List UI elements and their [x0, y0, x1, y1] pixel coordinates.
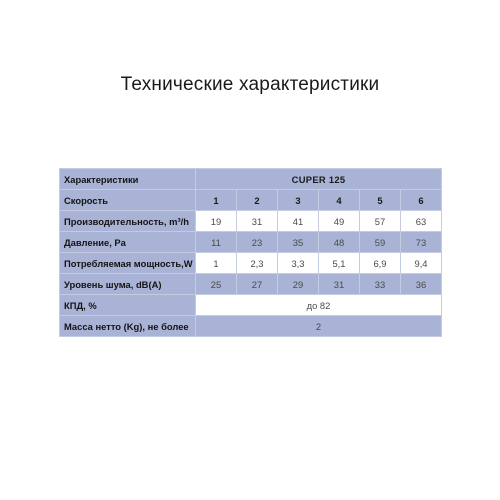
table-cell: 63: [401, 211, 442, 232]
noise-row: [60, 274, 442, 295]
table-cell: 23: [237, 232, 278, 253]
table-cell: 6,9: [360, 253, 401, 274]
table-header-row: [60, 169, 442, 190]
efficiency-row: [60, 295, 442, 316]
speed-row: [60, 190, 442, 211]
spec-table: [59, 168, 442, 337]
row-label: Производительность, m³/h: [60, 211, 196, 232]
row-label: КПД, %: [60, 295, 196, 316]
row-label: Потребляемая мощность,W: [60, 253, 196, 274]
table-cell: 41: [278, 211, 319, 232]
speed-value: 4: [319, 190, 360, 211]
row-label: Масса нетто (Kg), не более: [60, 316, 196, 337]
header-label: Характеристики: [60, 169, 196, 190]
table-cell: 33: [360, 274, 401, 295]
speed-value: 3: [278, 190, 319, 211]
table-cell: 25: [196, 274, 237, 295]
pressure-row: [60, 232, 442, 253]
table-cell: 19: [196, 211, 237, 232]
table-cell: 49: [319, 211, 360, 232]
table-cell: 73: [401, 232, 442, 253]
table-cell: 57: [360, 211, 401, 232]
table-cell: 11: [196, 232, 237, 253]
table-cell: 5,1: [319, 253, 360, 274]
table-cell: 2,3: [237, 253, 278, 274]
speed-value: 2: [237, 190, 278, 211]
row-label: Уровень шума, dB(A): [60, 274, 196, 295]
table-cell: 3,3: [278, 253, 319, 274]
table-cell: 1: [196, 253, 237, 274]
mass-row: [60, 316, 442, 337]
row-label: Давление, Pa: [60, 232, 196, 253]
table-cell: 27: [237, 274, 278, 295]
airflow-row: [60, 211, 442, 232]
model-name: CUPER 125: [196, 169, 442, 190]
table-cell: 29: [278, 274, 319, 295]
speed-value: 5: [360, 190, 401, 211]
page-title: Технические характеристики: [120, 74, 380, 95]
table-cell: 9,4: [401, 253, 442, 274]
table-cell: 48: [319, 232, 360, 253]
table-cell: 36: [401, 274, 442, 295]
speed-value: 6: [401, 190, 442, 211]
table-cell-merged: 2: [196, 316, 442, 337]
speed-value: 1: [196, 190, 237, 211]
table-cell-merged: до 82: [196, 295, 442, 316]
table-cell: 31: [237, 211, 278, 232]
speed-label: Скорость: [60, 190, 196, 211]
power-row: [60, 253, 442, 274]
table-cell: 59: [360, 232, 401, 253]
table-cell: 31: [319, 274, 360, 295]
table-cell: 35: [278, 232, 319, 253]
